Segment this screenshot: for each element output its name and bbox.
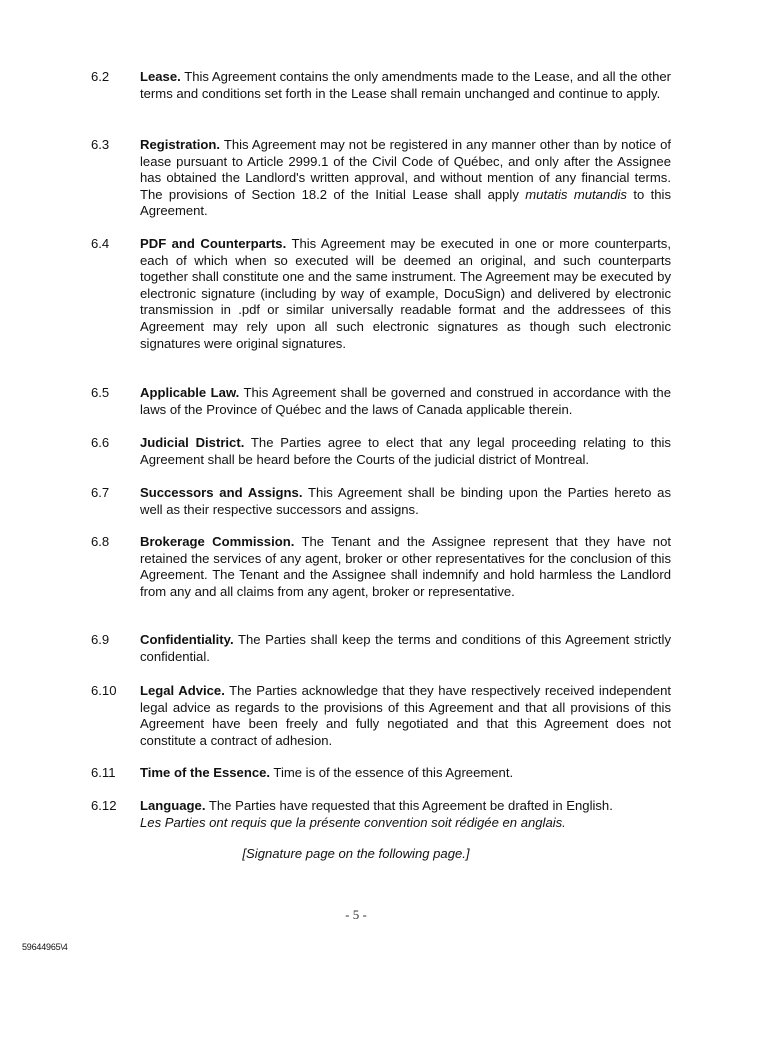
clause-italic-text: mutatis mutandis — [525, 186, 627, 202]
clause-6-10 — [91, 683, 671, 749]
clause-text: The Parties agree to elect that any legal proceeding relating to this Agreement shall be heard before the Courts of the judicial district of Montreal. — [140, 435, 671, 467]
clause-6-11 — [91, 765, 671, 782]
clause-body — [140, 798, 671, 831]
clause-text: Time is of the essence of this Agreement. — [270, 765, 514, 780]
clause-body — [140, 236, 671, 352]
clause-body — [140, 137, 671, 220]
signature-page-note: [Signature page on the following page.] — [242, 846, 470, 861]
clause-number: 6.2 — [91, 69, 110, 84]
clause-heading: Lease. — [140, 69, 181, 84]
clause-heading: Applicable Law. — [140, 385, 240, 400]
clause-body — [140, 385, 671, 418]
clause-heading: Language. — [140, 798, 206, 813]
clause-number: 6.7 — [91, 485, 110, 500]
clause-6-5 — [91, 385, 671, 418]
clause-heading: Legal Advice. — [140, 683, 225, 698]
clause-6-4 — [91, 236, 671, 352]
clause-number: 6.3 — [91, 137, 110, 152]
clause-text: The Parties have requested that this Agreement be drafted in English. — [205, 798, 613, 813]
clause-heading: PDF and Counterparts. — [140, 236, 287, 251]
clause-text: The Tenant and the Assignee represent that they have not retained the services of any agent, broker or other representatives for the conclusion of this Agreement. The Tenant and the Assignee shall indemnify and hold harmless the Landlord from any and all claims from any agent, broker or representative. — [140, 534, 671, 599]
clause-heading: Confidentiality. — [140, 632, 234, 647]
clause-body — [140, 632, 671, 665]
document-id: 59644965\4 — [22, 942, 68, 952]
clause-6-3 — [91, 137, 671, 220]
clause-text: This Agreement may not be registered in any manner other than by notice of lease pursuant to Article 2999.1 of the Civil Code of Québec, and only after the Assignee has obtained the Landlord's written approval, and without mention of any financial terms. The provisions of Section 18.2 of the Initial Lease shall apply — [140, 137, 671, 202]
clause-number: 6.10 — [91, 683, 117, 698]
clause-6-12 — [91, 798, 671, 831]
clause-text: This Agreement shall be binding upon the Parties hereto as well as their respective successors and assigns. — [140, 485, 671, 517]
clause-heading: Judicial District. — [140, 435, 245, 450]
clause-french-text: Les Parties ont requis que la présente convention soit rédigée en anglais. — [140, 814, 566, 830]
clause-heading: Registration. — [140, 137, 221, 152]
clause-body — [140, 683, 671, 749]
clause-text: The Parties shall keep the terms and conditions of this Agreement strictly confidential. — [140, 632, 671, 664]
clause-heading: Brokerage Commission. — [140, 534, 295, 549]
clause-number: 6.4 — [91, 236, 110, 251]
clause-body — [140, 485, 671, 518]
clause-text: This Agreement may be executed in one or more counterparts, each of which when so executed will be deemed an original, and such counterparts together shall constitute one and the same instrument. The Agreement may be executed by electronic signature (including by way of example, DocuSign) and delivered by electronic transmission in .pdf or similar universally readable format and the addressees of this Agreement may rely upon all such electronic signatures as though such electronic signatures were original signatures. — [140, 236, 671, 351]
clause-number: 6.5 — [91, 385, 110, 400]
clause-6-8 — [91, 534, 671, 600]
clause-heading: Successors and Assigns. — [140, 485, 303, 500]
clause-body — [140, 765, 671, 782]
clause-body — [140, 534, 671, 600]
clause-6-6 — [91, 435, 671, 468]
clause-body — [140, 69, 671, 102]
clause-6-9 — [91, 632, 671, 665]
page-number: - 5 - — [345, 907, 367, 922]
clause-text-after: to this Agreement. — [140, 186, 671, 219]
clause-number: 6.9 — [91, 632, 110, 647]
clause-number: 6.6 — [91, 435, 110, 450]
clause-number: 6.8 — [91, 534, 110, 549]
clause-text: This Agreement contains the only amendments made to the Lease, and all the other terms and conditions set forth in the Lease shall remain unchanged and continue to apply. — [140, 69, 671, 101]
clause-6-7 — [91, 485, 671, 518]
clause-text: The Parties acknowledge that they have respectively received independent legal advice as regards to the provisions of this Agreement and that all provisions of this Agreement have been freely and fully negotiated and that this Agreement does not constitute a contract of adhesion. — [140, 683, 671, 748]
clause-number: 6.12 — [91, 798, 117, 813]
clause-6-2 — [91, 69, 671, 102]
clause-body — [140, 435, 671, 468]
clause-heading: Time of the Essence. — [140, 765, 271, 780]
clause-number: 6.11 — [91, 765, 116, 780]
clause-text: This Agreement shall be governed and construed in accordance with the laws of the Province of Québec and the laws of Canada applicable therein. — [140, 385, 671, 417]
